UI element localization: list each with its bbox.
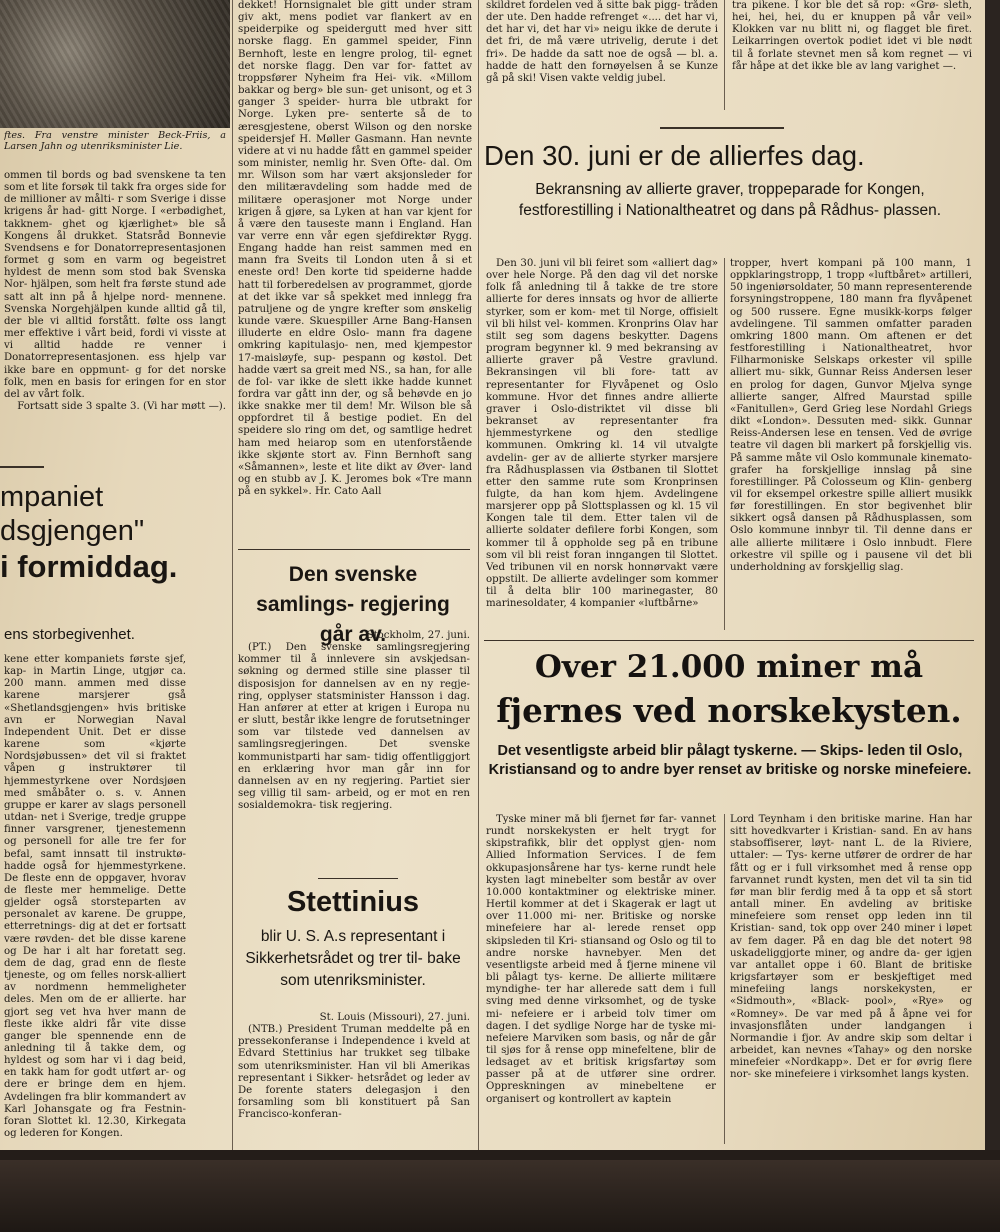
background-surface bbox=[0, 1160, 1000, 1232]
photo-caption: ftes. Fra venstre minister Beck-Friis, a Larsen Jahn og utenriksminister Lie. bbox=[4, 130, 226, 152]
allied-day-body-left: Den 30. juni vil bli feiret som «alliert dag» over hele Norge. På den dag vil det norske folk få anledning til å takke de tre store allierte for deres innsats og hvor de allierte styrker, som er kom- met til Norge, offisielt vil bli hilst vel- kommen. Kronprins Olav har stilt seg som dagens beskytter. Dagens program begynner kl. 9 med bekransing av allierte graver på Vestre gravlund. Bekransingen vil bli fore- tatt av representanter for Flyvåpenet og Oslo kommune. Hvor det finnes andre allierte graver i Oslo-distriktet vil disse bli bekranset av representanter fra hjemmestyrkene og den stedlige kommunen. Omkring kl. 14 vil utvalgte avdelin- ger av de allierte styrker marsjere fra Rådhusplassen via Østbanen til Slottet etter den samme rute som Kronprinsen fulgte, da han kom hjem. Avdelingene marsjerer opp på Slottsplassen og kl. 15 vil Kongen tale til dem. Etter talen vil de allierte soldater defilere forbi Kongen, som kommer til å oppholde seg på en tribune som vil bli reist foran inngangen til Slottet. Ved tribunen vil en norsk honnørvakt være oppstilt. De allierte avdelinger som kommer til å delta blir 100 marinegaster, 80 marinesoldater, 4 kompanier «luftbårne» bbox=[486, 258, 718, 610]
mines-subhead: Det vesentligste arbeid blir pålagt tyskerne. — Skips- leden til Oslo, Kristiansand og to andre byer renset av britiske og norske minefeiere. bbox=[488, 743, 972, 778]
kompaniet-headline: mpaniet dsgjengen" i formiddag. bbox=[0, 481, 178, 584]
kompaniet-body: kene etter kompaniets første sjef, kap- in Martin Linge, utgjør ca. 200 mann. ammen med disse karene marsjerer gså «Shetlandsgjengen» hvis britiske avn er Norwegian Naval Independent Unit. Det er disse karene som «kjørte Nordsjøbussen» det vil si fraktet våpen g instruktører til hjemmestyrkene over Nordsjøen med småbåter o. s. v. Annen gruppe er karer av slags personell utdan- net i Sverige, tredje gruppe finner varsgrener, tjenestemenn og personell for alle tre fer for befal, samt innsatt til instruktø- hadde også for hjemmestyrkene. De fleste enn de oppgaver, hvorav de fleste mer hemmelige. Dette gjelder også storsteparten av personalet av karene. De gruppe, etterretnings- dig at det er fortsatt være røvden- det ble disse karene og De har i alt har foretatt seg. dem de dag, grad enn de fleste tjeneste, og om felles norsk-alliert av nordmenn hemmeligheter deles. Men om de er allierte. har gjort seg vet hva hver mann de fleste ikke aldri får vite disse ganger ble spennende enn de anledning til å takke dem, og hyldest og som har vi i dag beid, en takk ham for godt utført ar- og dere er bringe dem en hjem. Avdelingen fra blir kommandert av Karl Johansgate og fra Festnin- foran Slottet kl. 12.30, Kirkegata og lederen for Kongen. bbox=[4, 654, 186, 1140]
mines-body-right: Lord Teynham i den britiske marine. Han har sitt hovedkvarter i Kristian- sand. En av hans stabsoffiserer, løyt- nant L. de la Riviere, uttaler: — Tys- kerne utfører de ordrer de har fått og er i full virksomhet med å rense opp farvannet rundt kysten, men det vil ta sin tid før man blir ferdig med å ta opp et så stort antall miner. En avdeling av britiske minefeiere som renset opp leden inn til Kristian- sand, tok opp over 240 miner i løpet av fem dager. På en dag ble det notert 98 uskadeliggjorte miner, og andre da- ger igjen var antallet oppe i 60. Blant de britiske krigsfartøyer som er beskjeftiget med minefeiing langs norskekysten, er «Sidmouth», «Black- pool», «Rye» og «Romney». De var med på å åpne vei for invasjonsflåten under landgangen i Normandie i fjor. Av andre skip som deltar i arbeidet, kan nevnes «Tahay» og den norske minefeier «Nordkapp». Det er for øvrig flere nor- ske minefeiere i virksomhet langs kysten. bbox=[730, 814, 972, 1081]
allied-day-subhead: Bekransning av allierte graver, troppeparade for Kongen, festforestilling i Nationaltheatret og dans på Rådhus- plassen. bbox=[518, 181, 942, 219]
right-rule-1 bbox=[660, 127, 784, 129]
column-rule-4 bbox=[724, 258, 725, 630]
stettinius-subhead: blir U. S. A.s representant i Sikkerhetsrådet og trer til- bake som utenriksminister. bbox=[245, 928, 461, 989]
camp-story-left: skildret fordelen ved å sitte bak pigg- tråden der ute. Den hadde refrenget «.... det har vi, det har vi, det har vi» neigu ikke de derute i det fri, de må være utrivelig, derute i det fri». De hadde da satt noe de også — bl. a. hadde de hatt den fornøyelsen å se Kunze gå på ski! Visen vakte veldig jubel. bbox=[486, 0, 718, 84]
scout-article-body: dekket! Hornsignalet ble gitt under stram giv akt, mens podiet var flankert av en speiderpike og speidergutt med hver sitt norske flagg. En gammel speider, Finn Bernhoft, leste en lengre prolog, til- egnet det norske flagg. Den var for- fattet av troppsfører Nyheim fra Hei- vik. «Millom bakkar og berg» ble sun- get unisont, og et 3 ganger 3 speider- hurra ble utbrakt for Norge. Lyken pre- senterte så de to æresgjestene, oberst Wilson og den norske speidersjef H. Møller Gasmann. Han nevnte videre at vi nu hadde fått en gammel speider som minister, nemlig hr. Sven Ofte- dal. Om mr. Wilson som har vært aksjonsleder for den militæravdeling som hadde med de militære operasjoner mot Norge under krigen å gjøre, sa Lyken at han var kjent for å være den tauseste mann i England. Han var verre enn vår egen sjefdirektør Rygg. Engang hadde han reist sammen med en mann fra Sveits til London uten å si et eneste ord! Den korte tid speiderne hadde hatt til forberedelsen av programmet, gjorde at det ikke var så spekket med innlegg fra patruljene og de yngre krefter som ønskelig kunde være. Skuespiller Arne Bang-Hansen illuderte en eldre Oslo- mann fra dagene omkring kapitulasjo- nen, med kjempestor 17-maisløyfe, sup- pespann og køstol. Det hadde vært sa greit med NS., sa han, for alle de fol- var ikke de slett ikke hadde kunnet fordra var gått inn der, og så behøvde en jo ikke snakke mer til dem! Mr. Wilson ble så oppfordret til å bestige podiet. En del speidere slo ring om det, og samtlige hedret ham med heiarop som en utenforstående ikke skjønte stort av. Finn Bernhoft sang «Såmannen», leste et lite dikt av Øver- land og en stubb av J. K. Jeromes bok «Tre mann på en sykkel». Hr. Cato Aall bbox=[238, 0, 472, 498]
left-rule bbox=[0, 466, 44, 468]
news-photo bbox=[0, 0, 230, 128]
right-rule-2 bbox=[484, 640, 974, 641]
kompaniet-subhead: ens storbegivenhet. bbox=[4, 626, 135, 643]
column-rule-2 bbox=[478, 0, 479, 1150]
mid-rule-2 bbox=[318, 878, 398, 879]
column-rule-5 bbox=[724, 814, 725, 1144]
mines-body-left: Tyske miner må bli fjernet før far- vannet rundt norskekysten er helt trygt for skipstrafikk, blir det opplyst gjen- nom Allied Information Services. I de fem okkupasjonsårene har tys- kerne rundt hele kysten lagt minebelter som består av over 10.000 kontaktminer og elektriske miner. Hertil kommer at det i Skagerak er lagt ut over 11.000 mi- ner. Britiske og norske minefeiere har al- lerede renset opp skipsleden til Kri- stiansand og Oslo og til to andre norske havnebyer. Men det vesentligste arbeid med å fjerne minene vil bli pålagt tys- kerne. De allierte militære myndighe- ter har allerede satt dem i full sving med denne virksomhet, og de tyske mi- nefeiere er i arbeid tolv timer om dagen. I det sydlige Norge har de tyske mi- nefeiere Marviken som basis, og når de går til sjøs for å rense opp minefeltene, blir de ledsaget av et britisk krigsfartøy som passer på at de utfører sine ordrer. Oppreskningen av minebeltene er organisert og kontrollert av kaptein bbox=[486, 814, 716, 1105]
column-rule-1 bbox=[232, 0, 233, 1150]
column-rule-3 bbox=[724, 0, 725, 110]
left-column-body: ommen til bords og bad svenskene ta ten som et lite forsøk til takk fra orges side for de millioner av målti- r som Sverige i disse krigens år had- gitt Norge. I «erbødighet, takknem- ghet og kjærlighet» ble så Kongens ål drukket. Statsråd Bonnevie Svendsens e for Donatorrepresentasjonen formet g som en varm og begeistret hyldest de menn som stod bak Svenska Nor- hjälpen, som helt fra første stund ade satt alt inn på å hjelpe nord- mennene. Svenska Norgehjälpen kunde alltid gå til, der ble vi alltid forstått. følte oss langt mer effektive i vårt beid, fordi vi visste at vi alltid hadde re venner i Donatorrepresentasjonen. ess hjelp var ikke bare en oppmunt- g for det norske folk, men en basis for eringen for en stor del av vårt folk. Fortsatt side 3 spalte 3. (Vi har møtt —). bbox=[4, 170, 226, 412]
stettinius-body: St. Louis (Missouri), 27. juni. (NTB.) President Truman meddelte på en pressekonferanse i Independence i kveld at Edvard Stettinius har trukket seg tilbake som utenriksminister. Han vil bli Amerikas representant i Sikker- hetsrådet og leder av De forente staters delegasjon i den forsamling som bli konstituert på San Francisco-konferan- bbox=[238, 1012, 470, 1121]
mines-headline: Over 21.000 miner må fjernes ved norskekysten. bbox=[496, 649, 962, 730]
allied-day-headline: Den 30. juni er de allierfes dag. bbox=[484, 140, 865, 171]
swedish-gov-headline: Den svenske samlings- regjering går av. bbox=[256, 563, 450, 646]
allied-day-body-right: tropper, hvert kompani på 100 mann, 1 oppklaringstropp, 1 tropp «luftbåret» artilleri, 50 ingeniørsoldater, 50 mann representerende forsyningstroppene, 180 mann fra flyvåpenet og 500 russere. Egne musikk-korps følger avdelingene. Til sammen omfatter paraden omkring 1800 mann. Om aftenen er det festforestilling i Nationaltheatret, hvor Filharmoniske Selskaps orkester vil spille alliert mu- sikk, Gunnar Reiss Andersen leser en prolog for dagen, Gunvor Mjelva synge allierte sanger, Alfred Maurstad spille «Fanitullen», Gerd Grieg lese Nordahl Griegs dikt «London». Dessuten med- sikk. Gunnar Reiss-Andersen lese en tensen. Ved de øvrige teatre vil dagen bli markert på forskjellig vis. På samme måte vil Oslo kommunale kinemato- grafer ha forskjellige innslag på sine forestillinger. På Colosseum og Klin- genberg vil for eksempel orkestre spille alliert musikk før forestillingen. En stor begivenhet blir sikkert også dansen på Rådhusplassen, som Oslo kommune innbyr til. Til denne dans er alle allierte militære i Oslo innbudt. Flere orkestre vil spille og i pausene vil det bli underholdning av forskjellig slag. bbox=[730, 258, 972, 573]
swedish-gov-body: Stockholm, 27. juni. (PT.) Den svenske samlingsregjering kommer til å innlevere sin avskjedsan- søkning og dermed stille sine plasser til disposisjon for dannelsen av en ny regje- ring, opplyser statsminister Hansson i dag. Han anfører at etter at krigen i Europa nu er slutt, består ikke lengre de forutsetninger som var tilstede ved dannelsen av samlingsregjeringen. Det svenske kommunistparti har sam- tidig offentliggjort en erklæring hvor man går inn for dannelsen av en ny regjering. Partiet sier seg villig til sam- arbeid, og er mot en ren sosialdemokra- tisk regjering. bbox=[238, 630, 470, 812]
stettinius-headline: Stettinius bbox=[286, 886, 420, 918]
camp-story-right: tra pikene. I kor ble det så rop: «Grø- sleth, hei, hei, hei, du er knuppen på vår veil» Klokken var nu blitt ni, og flagget ble firet. Leikarringen overtok podiet idet vi ble nødt til å forlate stevnet men så kom regnet — vi får håpe at det ikke ble av lang varighet —. bbox=[732, 0, 972, 72]
mid-rule-1 bbox=[238, 549, 470, 550]
